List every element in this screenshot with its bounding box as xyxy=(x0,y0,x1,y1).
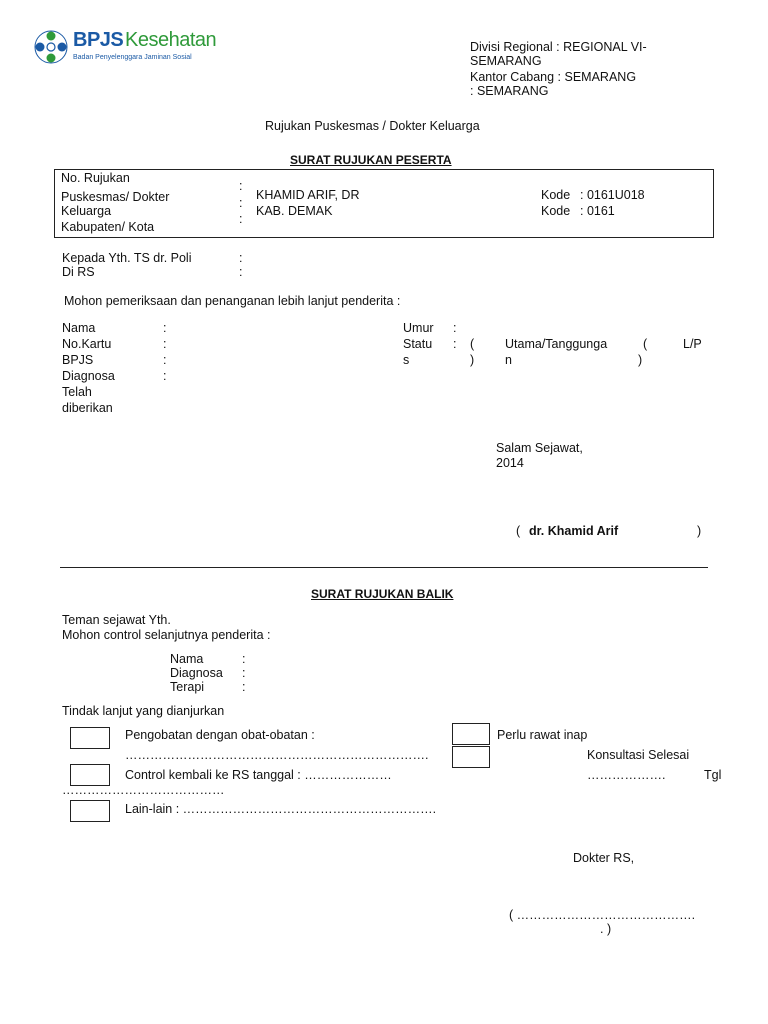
mohon-pemeriksaan: Mohon pemeriksaan dan penanganan lebih lanjut penderita : xyxy=(64,294,401,308)
option-perlu-rawat-inap: Perlu rawat inap xyxy=(497,728,588,742)
nokartu-label: No.Kartu xyxy=(62,337,112,351)
dokter-rs-label: Dokter RS, xyxy=(573,851,635,865)
kantor-cabang-cont: : SEMARANG xyxy=(470,84,549,98)
colon: : xyxy=(163,353,167,367)
status-open-paren: ( xyxy=(470,337,475,351)
balik-nama-label: Nama xyxy=(170,652,204,666)
option-lain-lain: Lain-lain : ……………………………………………………. xyxy=(125,802,437,816)
colon: : xyxy=(242,652,246,666)
checkbox-pengobatan[interactable] xyxy=(70,727,110,749)
mohon-control: Mohon control selanjutnya penderita : xyxy=(62,628,271,642)
salam-sejawat: Salam Sejawat, xyxy=(496,441,583,455)
option-pengobatan: Pengobatan dengan obat-obatan : xyxy=(125,728,315,742)
signature-line: ( ……………………………………. xyxy=(509,908,696,922)
status-option: Utama/Tanggunga xyxy=(505,337,608,351)
colon: : xyxy=(242,666,246,680)
kode-value-puskesmas: : 0161U018 xyxy=(580,188,645,202)
colon: : xyxy=(242,680,246,694)
no-rujukan-label: No. Rujukan xyxy=(61,171,130,185)
option-konsultasi-selesai: Konsultasi Selesai xyxy=(587,748,690,762)
option-control-kembali: Control kembali ke RS tanggal : ………………… xyxy=(125,768,392,782)
kode-label: Kode xyxy=(541,204,571,218)
kabupaten-value: KAB. DEMAK xyxy=(256,204,333,218)
status-label-cont: s xyxy=(403,353,410,367)
di-rs-label: Di RS xyxy=(62,265,95,279)
status-option-cont: n xyxy=(505,353,512,367)
umur-label: Umur xyxy=(403,321,434,335)
status-close-paren: ) xyxy=(470,353,475,367)
document-subtitle: Rujukan Puskesmas / Dokter Keluarga xyxy=(265,119,480,133)
nama-label: Nama xyxy=(62,321,96,335)
tgl-dots: ………………. xyxy=(587,768,666,782)
tindak-lanjut-label: Tindak lanjut yang dianjurkan xyxy=(62,704,225,718)
divisi-regional: Divisi Regional : REGIONAL VI- xyxy=(470,40,647,54)
colon: : xyxy=(163,369,167,383)
kode-value-kabupaten: : 0161 xyxy=(580,204,615,218)
colon: : xyxy=(239,196,243,210)
colon: : xyxy=(453,321,457,335)
logo-brand-bpjs: BPJS xyxy=(73,29,124,51)
pengobatan-dots: ………………………………………………………………. xyxy=(125,748,429,762)
section-divider xyxy=(60,567,708,568)
telah-label: Telah xyxy=(62,385,92,399)
divisi-regional-cont: SEMARANG xyxy=(470,54,542,68)
checkbox-lain-lain[interactable] xyxy=(70,800,110,822)
bpjs-logo xyxy=(33,27,217,67)
signature-line-end: . ) xyxy=(600,922,612,936)
colon: : xyxy=(453,337,457,351)
colon: : xyxy=(163,337,167,351)
signer-name: dr. Khamid Arif xyxy=(529,524,619,538)
colon: : xyxy=(239,179,243,193)
puskesmas-label: Puskesmas/ Dokter xyxy=(61,190,170,204)
status-label: Statu xyxy=(403,337,433,351)
letter-year: 2014 xyxy=(496,456,524,470)
colon: : xyxy=(239,251,243,265)
teman-sejawat: Teman sejawat Yth. xyxy=(62,613,171,627)
bpjs-emblem-icon xyxy=(33,29,69,65)
control-dots: ………………………………… xyxy=(62,783,225,797)
diberikan-label: diberikan xyxy=(62,401,113,415)
gender-close-paren: ) xyxy=(638,353,643,367)
colon: : xyxy=(163,321,167,335)
puskesmas-label-cont: Keluarga xyxy=(61,204,112,218)
section-title-rujukan-peserta: SURAT RUJUKAN PESERTA xyxy=(290,153,452,167)
section-title-rujukan-balik: SURAT RUJUKAN BALIK xyxy=(311,587,454,601)
balik-diagnosa-label: Diagnosa xyxy=(170,666,223,680)
signer-close-paren: ) xyxy=(697,524,702,538)
kepada-label: Kepada Yth. TS dr. Poli xyxy=(62,251,192,265)
logo-brand-kesehatan: Kesehatan xyxy=(125,29,217,51)
logo-tagline: Badan Penyelenggara Jaminan Sosial xyxy=(73,54,192,61)
nokartu-label-cont: BPJS xyxy=(62,353,94,367)
checkbox-konsultasi-selesai[interactable] xyxy=(452,746,490,768)
kantor-cabang: Kantor Cabang : SEMARANG xyxy=(470,70,637,84)
diagnosa-label: Diagnosa xyxy=(62,369,115,383)
gender-label: L/P xyxy=(683,337,702,351)
colon: : xyxy=(239,212,243,226)
checkbox-perlu-rawat-inap[interactable] xyxy=(452,723,490,745)
doctor-name: KHAMID ARIF, DR xyxy=(256,188,360,202)
gender-open-paren: ( xyxy=(643,337,648,351)
tgl-label: Tgl xyxy=(704,768,722,782)
colon: : xyxy=(239,265,243,279)
balik-terapi-label: Terapi xyxy=(170,680,205,694)
signer-open-paren: ( xyxy=(516,524,521,538)
kabupaten-label: Kabupaten/ Kota xyxy=(61,220,155,234)
kode-label: Kode xyxy=(541,188,571,202)
